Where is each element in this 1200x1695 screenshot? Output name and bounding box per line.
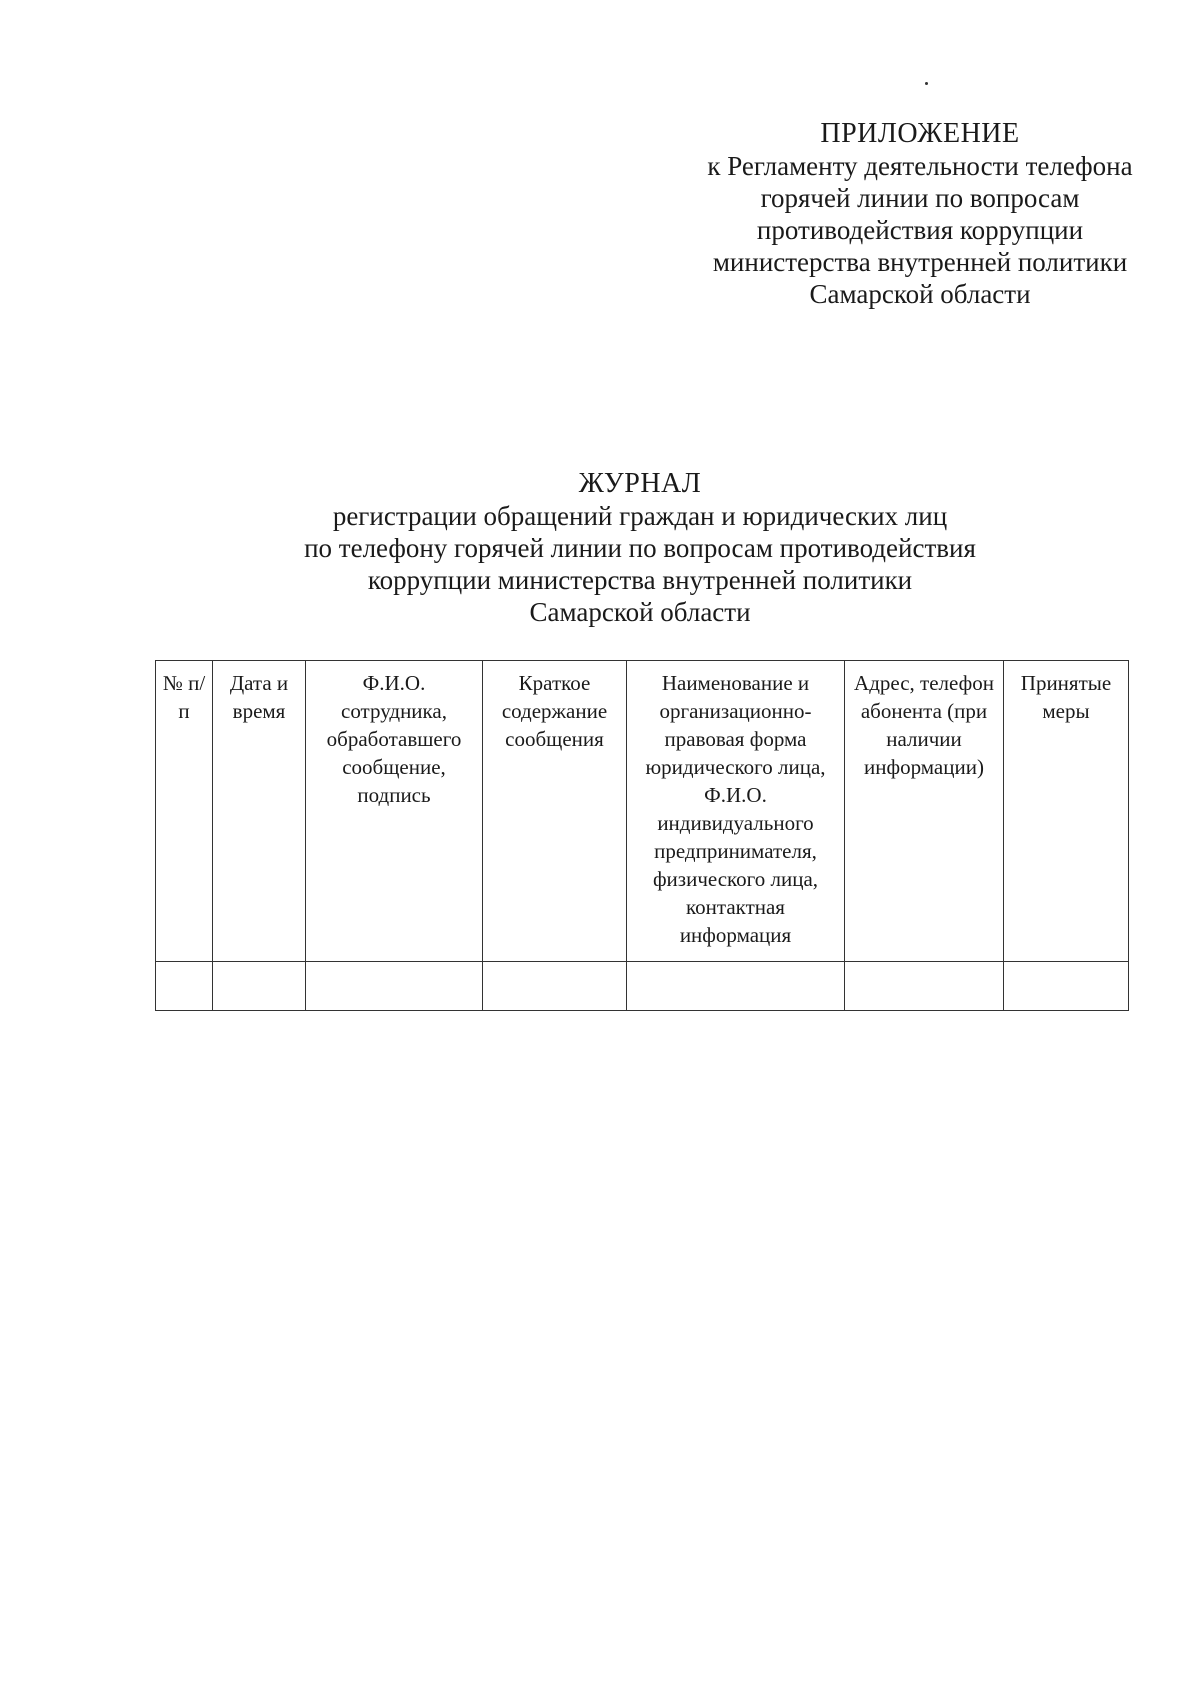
appendix-block [630,118,1200,310]
table-row [156,962,1129,1011]
appendix-line: горячей линии по вопросам [760,183,1080,213]
column-header-address: Адрес, телефон абонента (при наличии информации) [845,661,1004,962]
column-header-number: № п/п [156,661,213,962]
table-cell [213,962,306,1011]
column-header-summary: Краткое содержание сообщения [483,661,627,962]
appendix-heading: ПРИЛОЖЕНИЕ [820,118,1020,149]
journal-heading: ЖУРНАЛ [578,468,702,499]
table-cell [483,962,627,1011]
appendix-line: противодействия коррупции [756,215,1084,245]
scan-speck [925,82,928,85]
column-header-datetime: Дата и время [213,661,306,962]
appendix-line: министерства внутренней политики [712,247,1128,277]
table-cell [156,962,213,1011]
journal-subtitle-line: Самарской области [529,597,751,627]
table-cell [627,962,845,1011]
journal-title-block [150,468,1130,628]
appendix-line: Самарской области [809,279,1031,309]
table-header-row [156,661,1129,962]
column-header-entity: Наименование и организационно-правовая форма юридического лица, Ф.И.О. индивидуального предпринимателя, физического лица, контактная информация [627,661,845,962]
journal-subtitle-line: регистрации обращений граждан и юридических лиц [332,501,948,531]
table-cell [845,962,1004,1011]
table-cell [1004,962,1129,1011]
table-cell [306,962,483,1011]
column-header-employee: Ф.И.О. сотрудника, обработавшего сообщение, подпись [306,661,483,962]
column-header-measures: Принятые меры [1004,661,1129,962]
registration-table [155,660,1129,1011]
journal-subtitle-line: коррупции министерства внутренней политики [367,565,913,595]
appendix-line: к Регламенту деятельности телефона [707,151,1133,181]
journal-subtitle-line: по телефону горячей линии по вопросам противодействия [304,533,976,563]
